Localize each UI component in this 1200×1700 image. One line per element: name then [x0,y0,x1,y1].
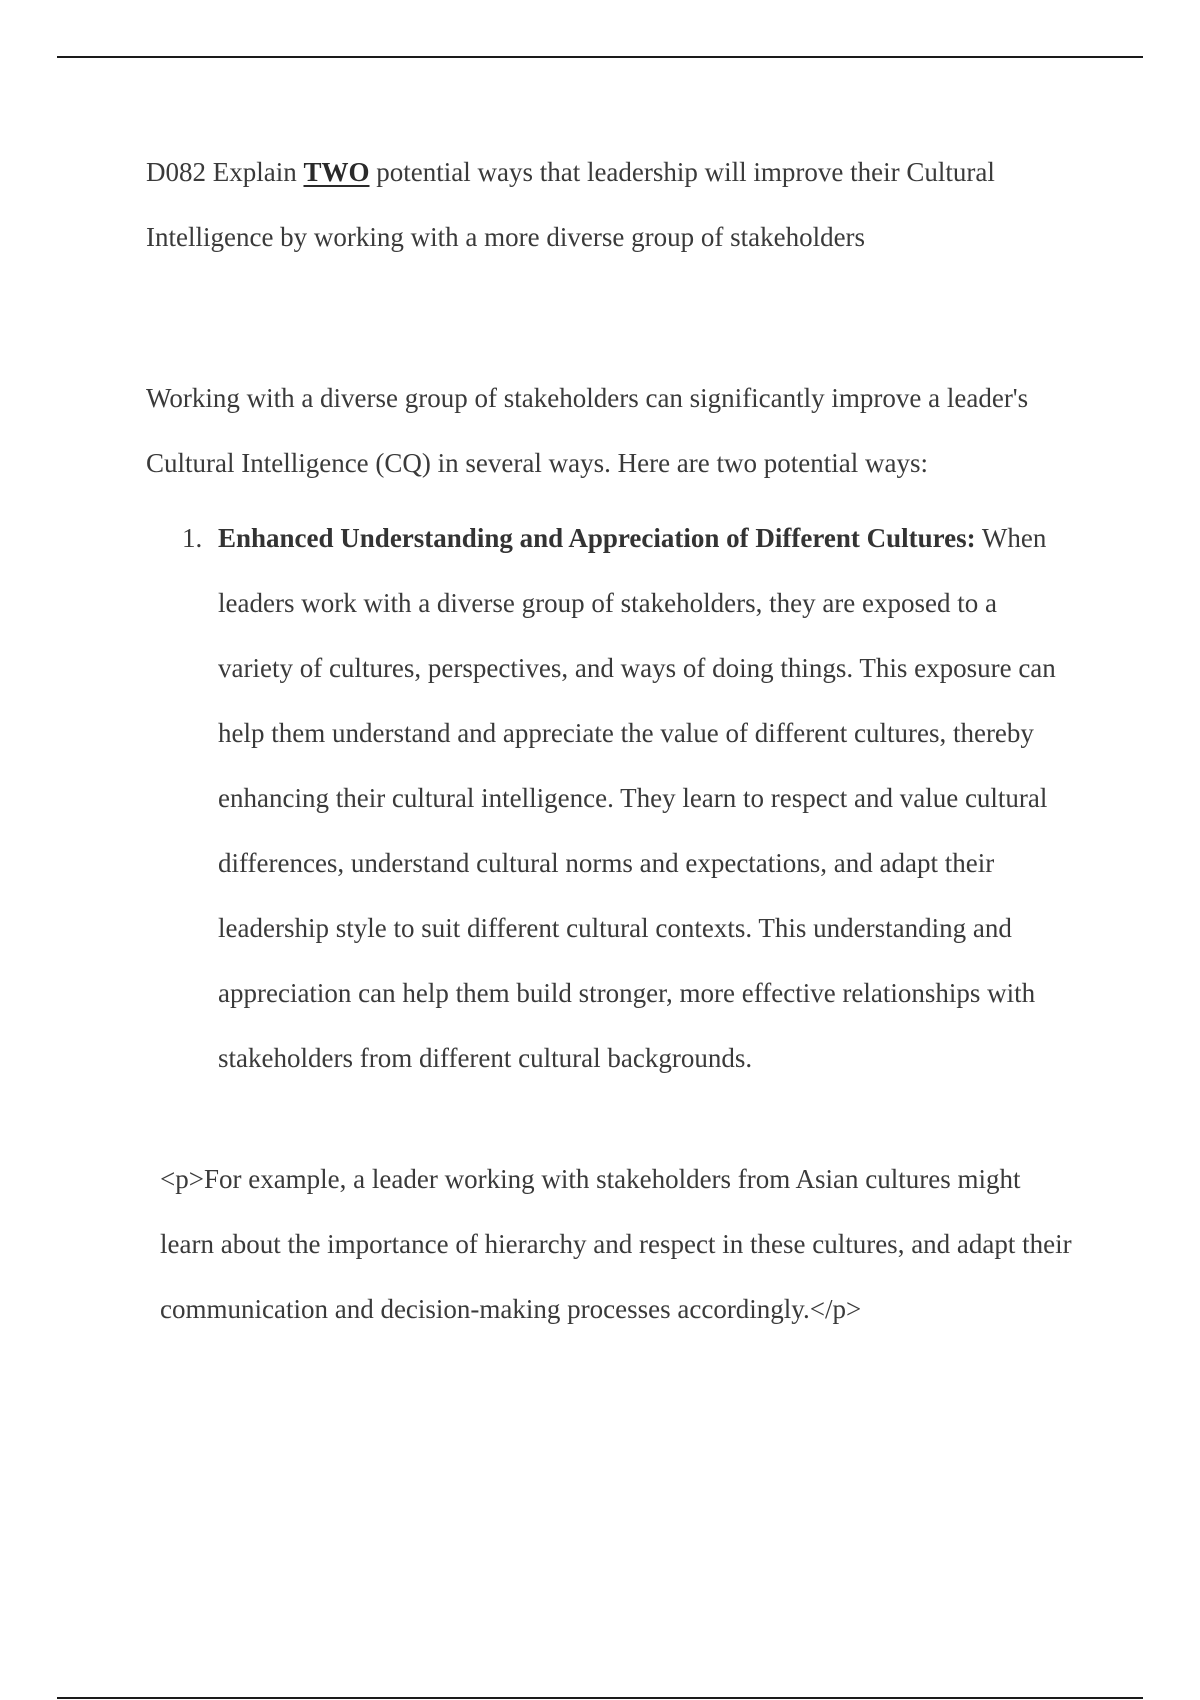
top-divider [57,56,1143,58]
question-suffix: potential ways that leadership will improve their Cultural Intelligence by working with a more diverse group of stakeholders [146,157,995,252]
question-prefix: D082 Explain [146,157,304,187]
list-item-heading: Enhanced Understanding and Appreciation of Different Cultures: [218,523,976,553]
list-item [146,506,1076,1091]
document-body [146,140,1076,1342]
list-item-number: 1. [182,523,203,553]
question-text [146,140,1076,270]
intro-paragraph: Working with a diverse group of stakeholders can significantly improve a leader's Cultural Intelligence (CQ) in several ways. Here are two potential ways: [146,383,1029,478]
list-item-body: When leaders work with a diverse group of stakeholders, they are exposed to a variety of cultures, perspectives, and ways of doing things. This exposure can help them understand and appreciate the value of different cultures, thereby enhancing their cultural intelligence. They learn to respect and value cultural differences, understand cultural norms and expectations, and adapt their leadership style to suit different cultural contexts. This understanding and appreciation can help them build stronger, more effective relationships with stakeholders from different cultural backgrounds. [218,523,1056,1073]
bottom-divider [57,1697,1143,1699]
points-list [146,506,1076,1091]
question-emphasis: TWO [303,157,370,187]
example-paragraph: <p>For example, a leader working with stakeholders from Asian cultures might learn about the importance of hierarchy and respect in these cultures, and adapt their communication and decision-making processes accordingly.</p> [160,1164,1072,1324]
